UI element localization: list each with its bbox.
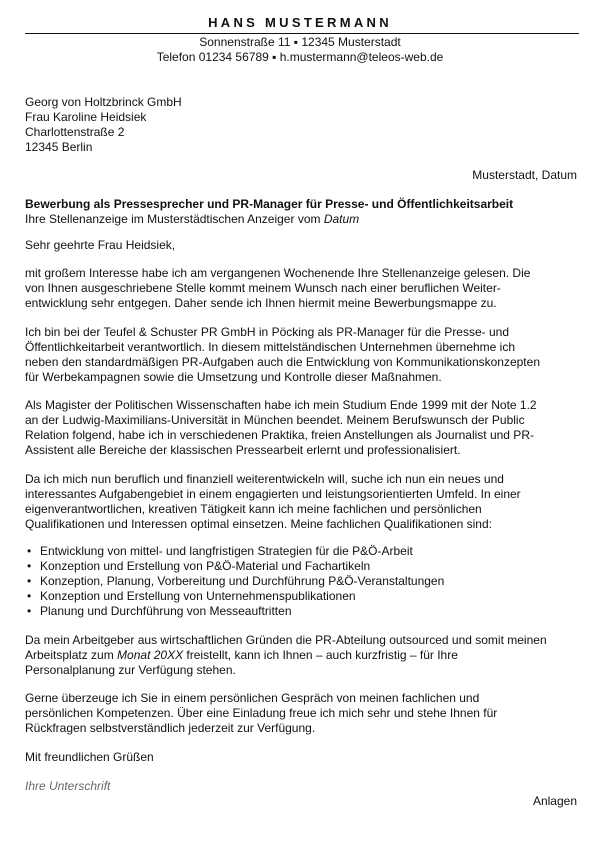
letterhead-divider — [25, 33, 579, 34]
bullet-icon: • — [27, 574, 32, 588]
qualification-text: Konzeption, Planung, Vorbereitung und Durchführung P&Ö-Veranstaltungen — [40, 574, 445, 588]
paragraph-interest — [25, 266, 575, 311]
qualification-text: Planung und Durchführung von Messeauftritten — [40, 604, 292, 618]
qualification-item — [25, 589, 575, 604]
bullet-icon: • — [27, 604, 32, 618]
paragraph-education — [25, 398, 575, 458]
qualification-item — [25, 544, 575, 559]
paragraph-availability — [25, 633, 575, 678]
paragraph-current-position — [25, 325, 575, 385]
sender-name: HANS MUSTERMANN — [208, 15, 392, 30]
closing: Mit freundlichen Grüßen — [25, 750, 154, 764]
qualification-text: Konzeption und Erstellung von P&Ö-Material und Fachartikeln — [40, 559, 371, 573]
paragraph-line: Als Magister der Politischen Wissenschaften habe ich mein Studium Ende 1999 mit der Note 1.2 — [25, 398, 537, 412]
recipient-street: Charlottenstraße 2 — [25, 125, 125, 139]
date-line: Musterstadt, Datum — [472, 168, 577, 182]
subject-title: Bewerbung als Pressesprecher und PR-Manager für Presse- und Öffentlichkeitsarbeit — [25, 197, 514, 211]
paragraph-line: Personalplanung zur Verfügung stehen. — [25, 663, 236, 677]
paragraph-line: Öffentlichkeitarbeit verantwortlich. In diesem mittelständischen Unternehmen übernehme ich — [25, 340, 516, 354]
paragraph-line: Relation folgend, habe ich in verschiedenen Praktika, freien Anstellungen als Journalist und PR- — [25, 428, 534, 442]
qualifications-list-wrapper — [25, 544, 575, 619]
paragraph-line: an der Ludwig-Maximilians-Universität in München beendet. Meinem Berufswunsch der Public — [25, 413, 525, 427]
bullet-icon: • — [27, 559, 32, 573]
sender-contact: Telefon 01234 56789 ▪ h.mustermann@teleos-web.de — [156, 50, 444, 64]
attachments-label: Anlagen — [532, 794, 577, 808]
qualification-item — [25, 559, 575, 574]
qualification-item — [25, 574, 575, 589]
sender-address: Sonnenstraße 11 ▪ 12345 Musterstadt — [199, 35, 401, 49]
signature-placeholder: Ihre Unterschrift — [25, 779, 111, 793]
bullet-icon: • — [27, 544, 32, 558]
paragraph-line: neben den standardmäßigen PR-Aufgaben auch die Entwicklung von Kommunikationskonzepten — [25, 355, 540, 369]
availability-date: Monat 20XX — [117, 648, 184, 662]
paragraph-line: mit großem Interesse habe ich am vergangenen Wochenende Ihre Stellenanzeige gelesen. Die — [25, 266, 531, 280]
paragraph-line: Assistent alle Bereiche der klassischen Pressearbeit erlernt und professionalisiert. — [25, 443, 461, 457]
paragraph-line: persönlichen Kompetenzen. Über eine Einladung freue ich mich sehr und stehe Ihnen für — [25, 706, 498, 720]
paragraph-line: von Ihnen ausgeschriebene Stelle kommt meinem Wunsch nach einer beruflichen Weiter- — [25, 281, 501, 295]
qualification-item — [25, 604, 575, 619]
paragraph-motivation — [25, 472, 575, 532]
paragraph-line: eigenverantwortlichen, kreativen Tätigkeit kann ich meine fachlichen und persönlichen — [25, 502, 482, 516]
paragraph-line: Da mein Arbeitgeber aus wirtschaftlichen Gründen die PR-Abteilung outsourced und somit meinen — [25, 633, 547, 647]
paragraph-line: Rückfragen selbstverständlich jederzeit zur Verfügung. — [25, 721, 316, 735]
salutation: Sehr geehrte Frau Heidsiek, — [25, 238, 176, 252]
qualification-text: Konzeption und Erstellung von Unternehmenspublikationen — [40, 589, 356, 603]
qualification-text: Entwicklung von mittel- und langfristigen Strategien für die P&Ö-Arbeit — [40, 544, 413, 558]
paragraph-line — [25, 648, 575, 663]
recipient-company: Georg von Holtzbrinck GmbH — [25, 95, 182, 109]
paragraph-line: Gerne überzeuge ich Sie in einem persönlichen Gespräch von meinen fachlichen und — [25, 691, 480, 705]
recipient-address — [25, 95, 575, 155]
subject-reference — [25, 212, 575, 227]
paragraph-line: interessantes Aufgabengebiet in einem engagierten und leistungsorientierten Umfeld. In einer — [25, 487, 521, 501]
paragraph-line: Ich bin bei der Teufel & Schuster PR GmbH in Pöcking als PR-Manager für die Presse- und — [25, 325, 510, 339]
subject-block — [25, 197, 575, 227]
subject-reference-date: Datum — [323, 212, 360, 226]
subject-reference-text: Ihre Stellenanzeige im Musterstädtischen Anzeiger vom — [25, 212, 324, 226]
bullet-icon: • — [27, 589, 32, 603]
paragraph-line: Da ich mich nun beruflich und finanziell weiterentwickeln will, suche ich nun ein neues und — [25, 472, 504, 486]
qualifications-list — [25, 544, 575, 619]
availability-prefix: Arbeitsplatz zum — [25, 648, 118, 662]
paragraph-closing-offer — [25, 691, 575, 736]
availability-suffix: freistellt, kann ich Ihnen – auch kurzfristig – für Ihre — [183, 648, 458, 662]
paragraph-line: für Werbekampagnen sowie die Umsetzung und Kontrolle dieser Maßnahmen. — [25, 370, 442, 384]
paragraph-line: entwicklung sehr entgegen. Daher sende ich Ihnen hiermit meine Bewerbungsmappe zu. — [25, 296, 497, 310]
recipient-city: 12345 Berlin — [25, 140, 93, 154]
recipient-contact: Frau Karoline Heidsiek — [25, 110, 147, 124]
paragraph-line: Qualifikationen und Interessen optimal einsetzen. Meine fachlichen Qualifikationen sind: — [25, 517, 492, 531]
